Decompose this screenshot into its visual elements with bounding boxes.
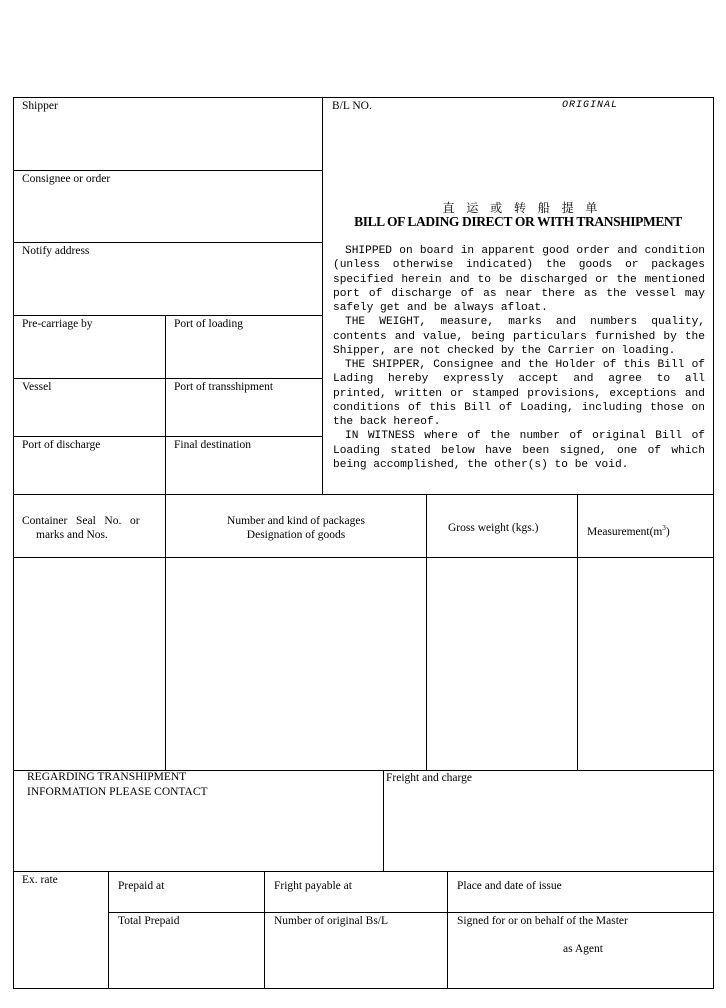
measurement-label [587, 521, 670, 539]
port-discharge-label: Port of discharge [22, 439, 101, 451]
line-footer-col3 [447, 871, 448, 989]
freight-label: Freight and charge [386, 772, 473, 784]
ex-rate-label: Ex. rate [22, 874, 58, 886]
line-routing-mid [165, 315, 166, 494]
place-date-label: Place and date of issue [457, 880, 562, 892]
line-notify [13, 242, 322, 243]
vessel-label: Vessel [22, 381, 52, 393]
total-prepaid-label: Total Prepaid [118, 915, 180, 927]
notify-label: Notify address [22, 245, 90, 257]
marks-label-line1: Container Seal No. or [22, 515, 140, 527]
shipper-label: Shipper [22, 100, 58, 112]
title-english: BILL OF LADING DIRECT OR WITH TRANSHIPMENT [354, 214, 682, 229]
packages-label-line1: Number and kind of packages [227, 515, 365, 527]
line-mid-upper [322, 97, 323, 494]
line-bottom [13, 988, 714, 989]
fright-payable-label: Fright payable at [274, 880, 352, 892]
signed-for-label: Signed for or on behalf of the Master [457, 915, 628, 927]
line-footer-col2 [264, 871, 265, 989]
measurement-close: ) [665, 525, 670, 538]
terms-paragraph: THE SHIPPER, Consignee and the Holder of this Bill of Lading hereby expressly accept and agree to all printed, written or stamped provisions, exceptions and conditions of this Bill of Loading, including those on the back hereof. [333, 359, 705, 428]
prepaid-at-label: Prepaid at [118, 880, 165, 892]
terms-block [333, 244, 705, 472]
line-goods-col3 [577, 494, 578, 770]
num-original-label: Number of original Bs/L [274, 915, 389, 927]
original-label: ORIGINAL [562, 100, 619, 111]
terms-paragraph: THE WEIGHT, measure, marks and numbers quality, contents and value, being particulars furnished by the Shipper, are not checked by the Carrier on loading. [333, 316, 705, 357]
line-top [13, 97, 714, 98]
line-freight [383, 770, 384, 871]
terms-paragraph: SHIPPED on board in apparent good order and condition (unless otherwise indicated) the goods or packages specified herein and to be discharged or the mentioned port of discharge of as near there as the vessel may safely get and be always afloat. [333, 245, 705, 314]
port-loading-label: Port of loading [174, 318, 243, 330]
line-vessel [13, 378, 322, 379]
as-agent-label: as Agent [563, 943, 603, 955]
consignee-label: Consignee or order [22, 173, 111, 185]
pre-carriage-label: Pre-carriage by [22, 318, 93, 330]
bl-no-label: B/L NO. [332, 100, 372, 112]
line-goods-top [13, 494, 714, 495]
line-goods-col2 [426, 494, 427, 770]
line-footer-mid [108, 912, 714, 913]
marks-label-line2: marks and Nos. [36, 529, 108, 541]
port-transshipment-label: Port of transshipment [174, 381, 274, 393]
line-precarriage [13, 315, 322, 316]
title-chinese: 直 运 或 转 船 提 单 [442, 201, 602, 215]
line-footer-top [13, 871, 714, 872]
transhipment-line1: REGARDING TRANSHIPMENT [27, 771, 187, 783]
measurement-text: Measurement(m [587, 525, 663, 538]
terms-paragraph: IN WITNESS where of the number of original Bill of Loading stated below have been signed, one of which being accomplished, the other(s) to be void. [333, 430, 705, 471]
line-discharge [13, 436, 322, 437]
transhipment-line2: INFORMATION PLEASE CONTACT [27, 786, 208, 798]
line-right [713, 97, 714, 989]
line-left [13, 97, 14, 989]
gross-weight-label: Gross weight (kgs.) [448, 522, 539, 534]
line-footer-col1 [108, 871, 109, 989]
line-consignee [13, 170, 322, 171]
packages-label-line2: Designation of goods [246, 529, 346, 541]
line-goods-header [13, 557, 714, 558]
final-destination-label: Final destination [174, 439, 251, 451]
measurement-sup: 3 [662, 524, 666, 532]
